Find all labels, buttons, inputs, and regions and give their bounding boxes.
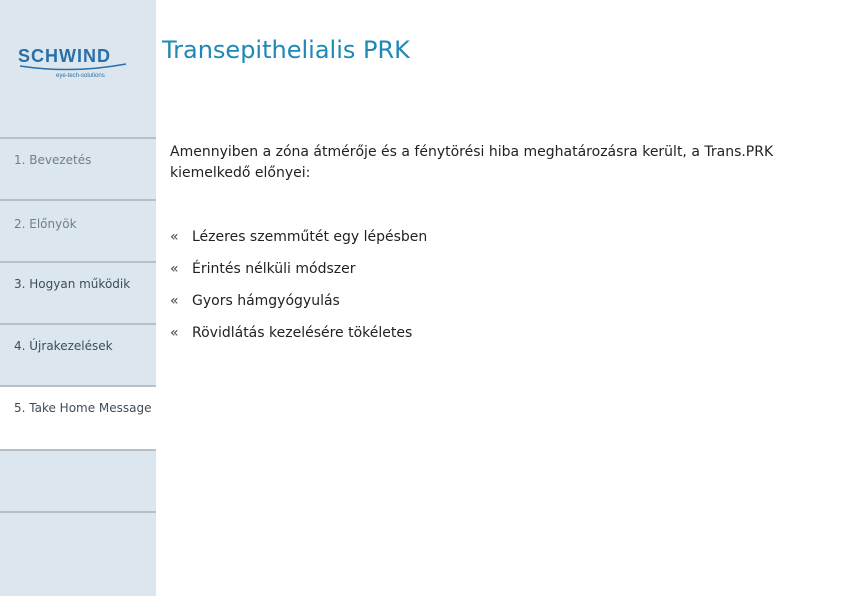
bullet-marker-icon: « [170,229,179,245]
bullet-text: Gyors hámgyógyulás [192,293,340,309]
schwind-logo [18,44,128,80]
bullet-item [170,325,412,341]
nav-divider [0,449,156,451]
logo-brand-text: SCHWIND [18,46,111,66]
sidebar-item-elonyok[interactable]: 2. Előnyök [14,217,77,231]
intro-paragraph: Amennyiben a zóna átmérője és a fénytörési hiba meghatározásra került, a Trans.PRK kiemelkedő előnyei: [170,144,774,181]
bullet-marker-icon: « [170,261,179,277]
sidebar-item-hogyan-mukodik[interactable]: 3. Hogyan működik [14,277,131,291]
sidebar-item-take-home-message[interactable]: 5. Take Home Message [14,401,152,415]
bullet-text: Rövidlátás kezelésére tökéletes [192,325,413,341]
nav-divider [0,511,156,513]
nav-divider [0,199,156,201]
logo-tagline-text: eye-tech-solutions [56,73,105,79]
nav-divider [0,323,156,325]
bullet-marker-icon: « [170,325,179,341]
bullet-item [170,293,340,309]
bullet-marker-icon: « [170,293,179,309]
bullet-text: Érintés nélküli módszer [192,261,356,277]
nav-divider [0,261,156,263]
bullet-text: Lézeres szemműtét egy lépésben [192,229,428,245]
sidebar-item-ujrakezelesek[interactable]: 4. Újrakezelések [14,339,113,353]
bullet-item [170,261,355,277]
bullet-item [170,229,427,245]
nav-divider [0,137,156,139]
sidebar-nav [0,0,156,596]
slide-title: Transepithelialis PRK [162,36,410,64]
active-item-background [0,387,156,449]
sidebar-item-bevezetes[interactable]: 1. Bevezetés [14,153,92,167]
